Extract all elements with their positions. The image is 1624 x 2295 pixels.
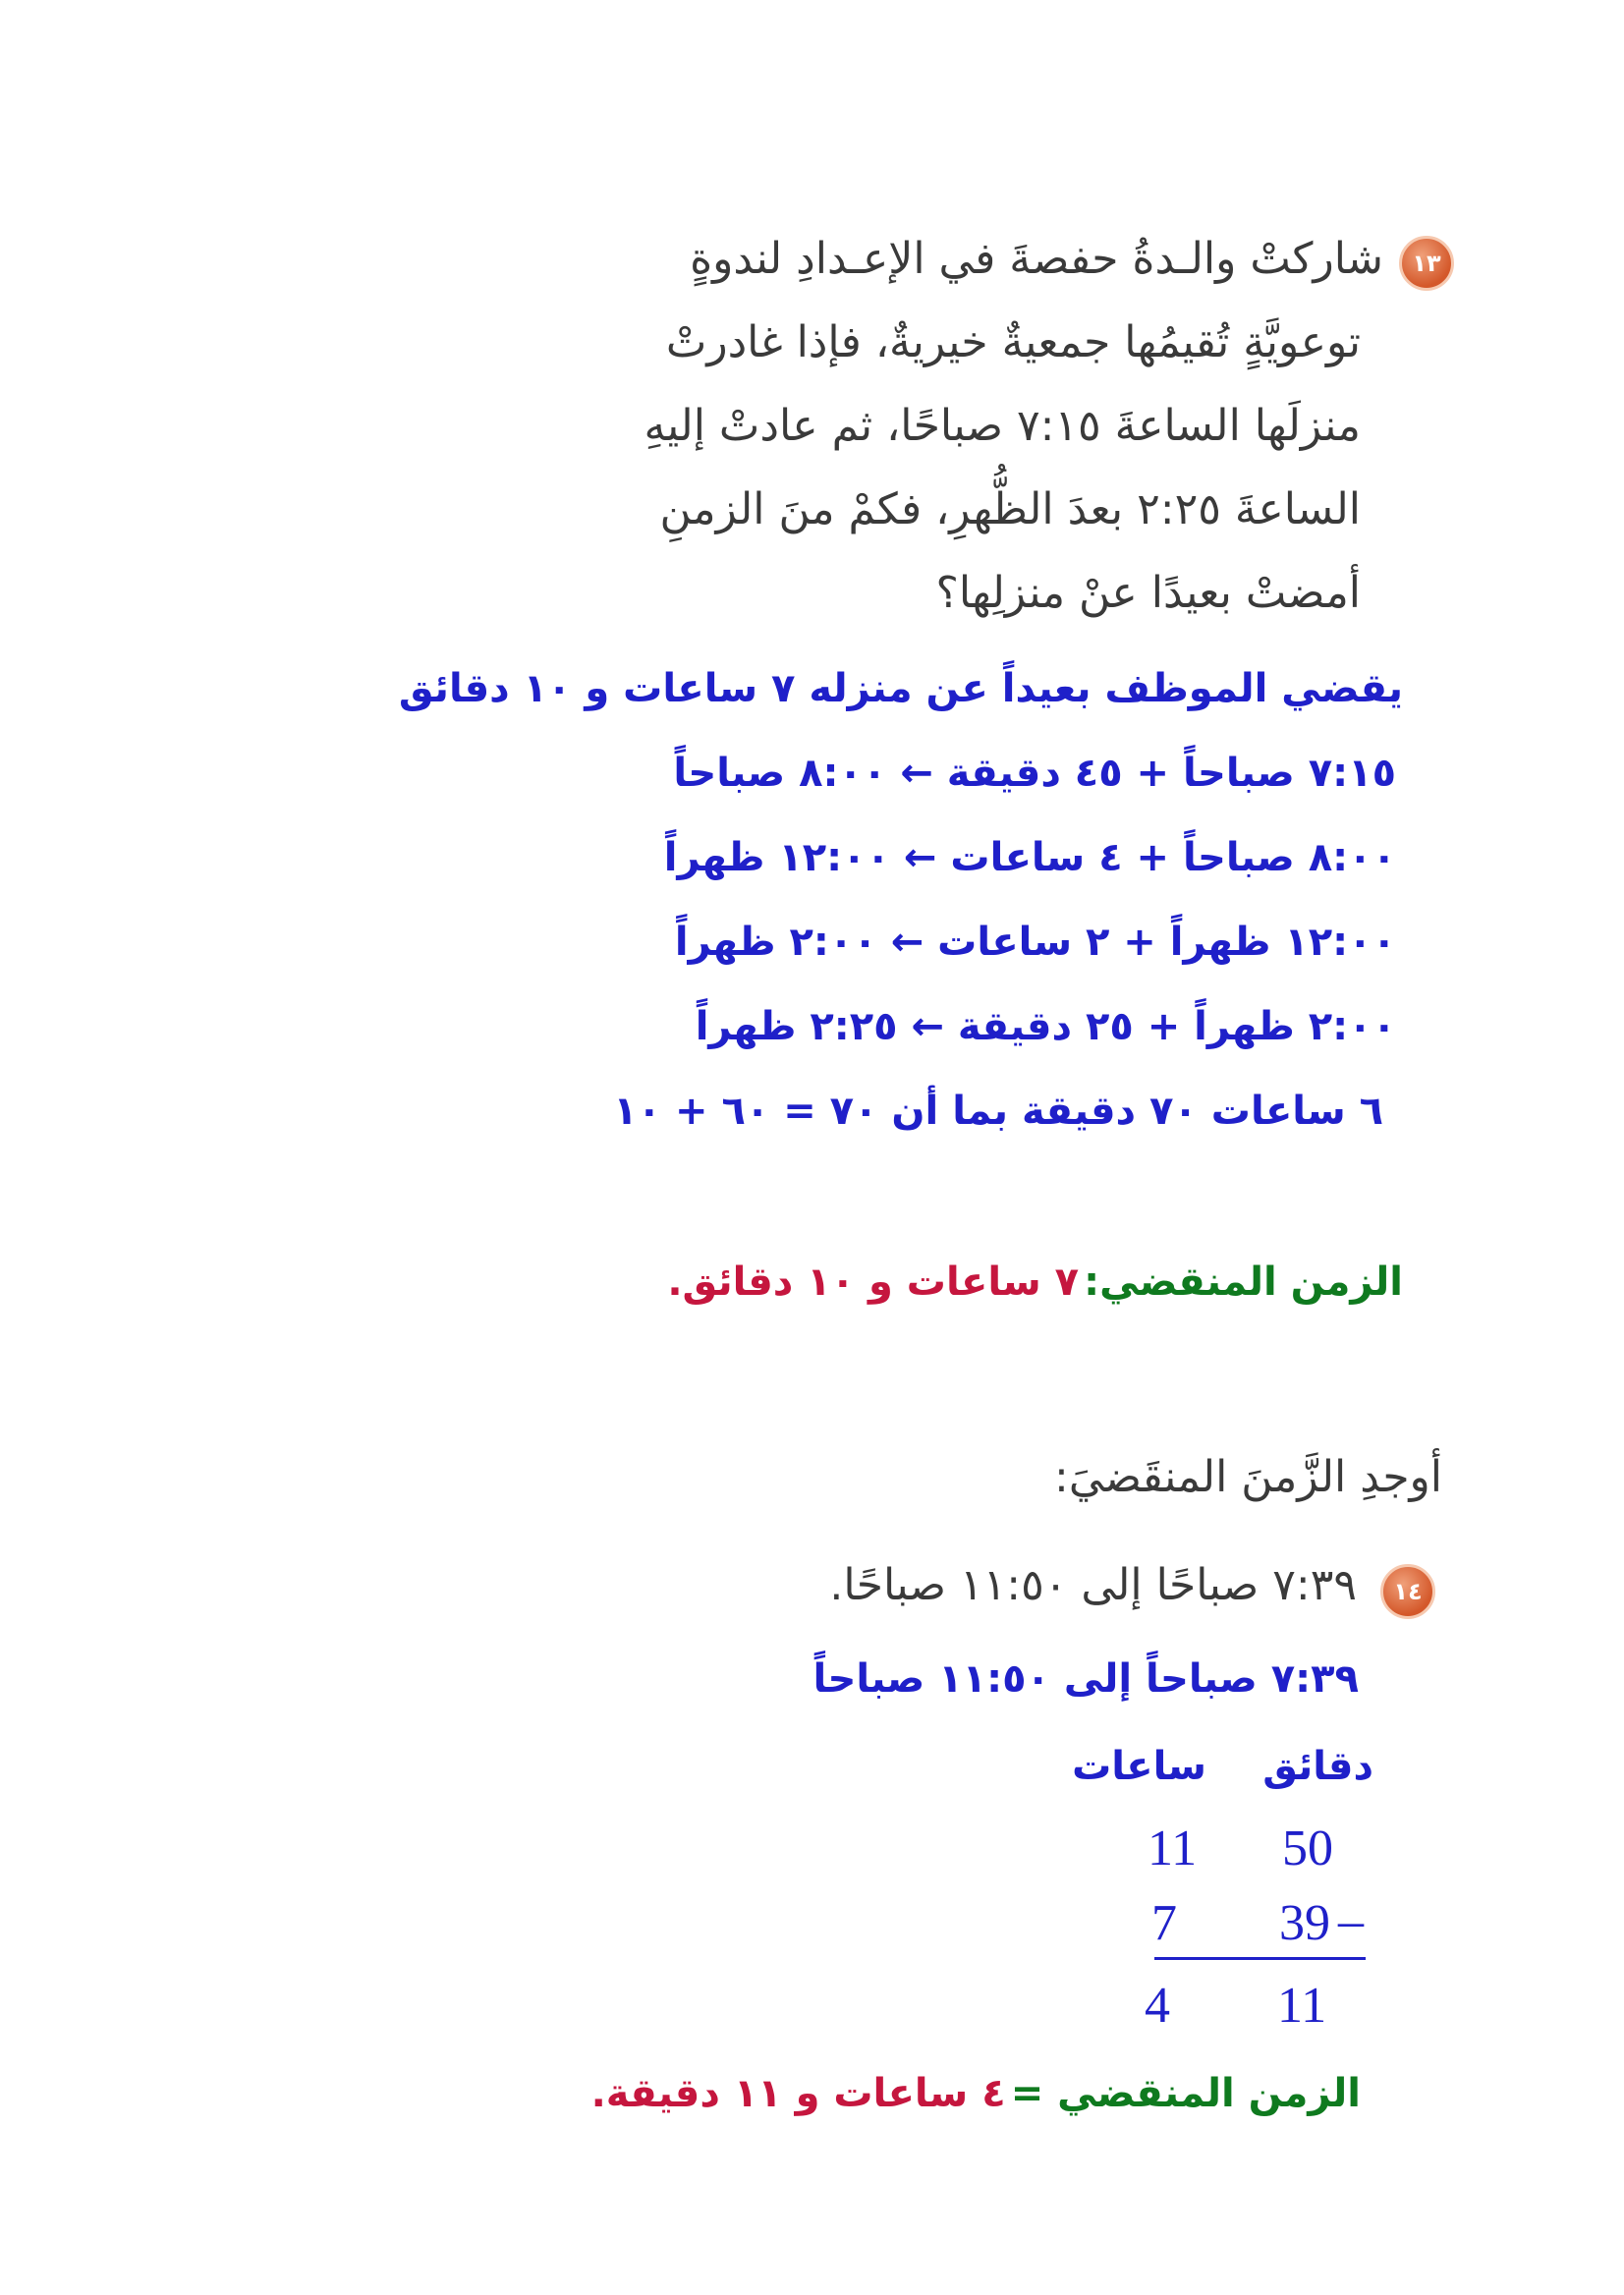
- column-header-minutes: دقائق: [1262, 1744, 1373, 1789]
- difference-minutes: 11: [1277, 1978, 1327, 2034]
- answer-label: الزمن المنقضي =: [1010, 2071, 1361, 2116]
- minuend-minutes: 50: [1282, 1820, 1333, 1876]
- solution-step: ٢:٠٠ ظهراً + ٢٥ دقيقة ← ٢:٢٥ ظهراً: [695, 1004, 1396, 1049]
- subtrahend-minutes: 39: [1279, 1895, 1330, 1951]
- answer-value: ٤ ساعات و ١١ دقيقة.: [590, 2071, 1006, 2116]
- minuend-hours: 11: [1148, 1820, 1198, 1876]
- difference-hours: 4: [1145, 1978, 1170, 2034]
- question-number-badge: [1380, 1564, 1435, 1619]
- solution-summary: يقضي الموظف بعيداً عن منزله ٧ ساعات و ١٠ دقائق: [398, 666, 1403, 711]
- answer-line: [667, 1259, 1403, 1305]
- solution-restatement: ٧:٣٩ صباحاً إلى ١١:٥٠ صباحاً: [812, 1656, 1359, 1702]
- answer-line: [591, 2071, 1361, 2116]
- solution-step: ٨:٠٠ صباحاً + ٤ ساعات ← ١٢:٠٠ ظهراً: [663, 835, 1396, 880]
- question-line: شاركتْ والـدةُ حفصةَ في الإعـدادِ لندوةٍ: [690, 234, 1383, 284]
- minus-sign: –: [1338, 1893, 1364, 1949]
- question-number: ١٣: [1412, 250, 1441, 277]
- subtrahend-hours: 7: [1151, 1895, 1177, 1951]
- question-number-badge: [1399, 236, 1454, 291]
- solution-step: ١٢:٠٠ ظهراً + ٢ ساعات ← ٢:٠٠ ظهراً: [674, 920, 1396, 965]
- question-text: ٧:٣٩ صباحًا إلى ١١:٥٠ صباحًا.: [829, 1560, 1357, 1610]
- section-heading: أوجدِ الزَّمنَ المنقَضيَ:: [1054, 1452, 1442, 1502]
- answer-label: الزمن المنقضي:: [1084, 1259, 1403, 1305]
- answer-value: ٧ ساعات و ١٠ دقائق.: [667, 1259, 1080, 1305]
- solution-step: ٧:١٥ صباحاً + ٤٥ دقيقة ← ٨:٠٠ صباحاً: [673, 751, 1396, 796]
- question-line: الساعةَ ٢:٢٥ بعدَ الظُّهرِ، فكمْ منَ الزمنِ: [659, 484, 1361, 534]
- question-line: أمضتْ بعيدًا عنْ منزلِها؟: [935, 568, 1361, 618]
- question-line: توعويَّةٍ تُقيمُها جمعيةٌ خيريةٌ، فإذا غادرتْ: [665, 317, 1361, 367]
- subtraction-line: [1154, 1957, 1366, 1960]
- column-header-hours: ساعات: [1072, 1744, 1206, 1789]
- solution-step: ٦ ساعات ٧٠ دقيقة بما أن ٧٠ = ٦٠ + ١٠: [613, 1089, 1383, 1134]
- question-number: ١٤: [1393, 1578, 1423, 1605]
- question-line: منزلَها الساعةَ ٧:١٥ صباحًا، ثم عادتْ إليهِ: [644, 401, 1361, 451]
